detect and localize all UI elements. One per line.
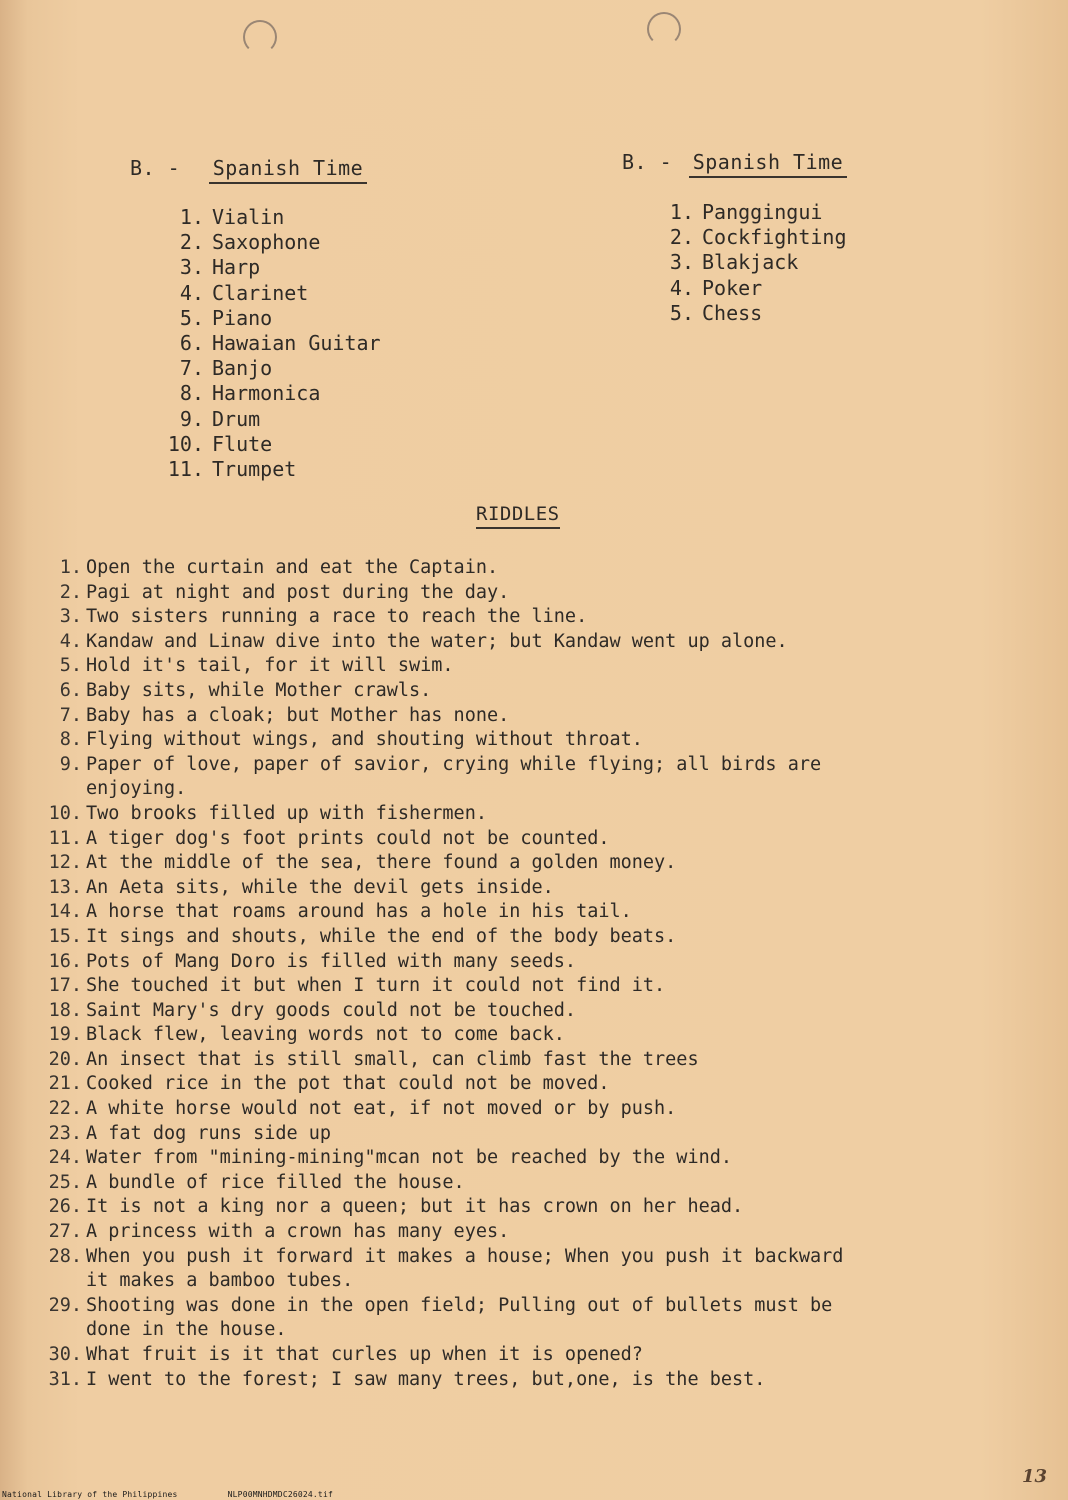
riddle-item: 23. A fat dog runs side up [48, 1122, 332, 1144]
right-heading-prefix: B. - [622, 150, 673, 174]
list-item: 4. Poker [669, 275, 763, 300]
riddle-item: 8. Flying without wings, and shouting without throat. [59, 729, 643, 751]
left-section-heading [130, 156, 367, 180]
riddle-item: 6. Baby sits, while Mother crawls. [59, 679, 432, 701]
list-item: 9. Drum [179, 406, 261, 431]
list-item: 1. Panggingui [669, 200, 823, 224]
punch-hole-right [647, 12, 681, 46]
riddle-item: 3. Two sisters running a race to reach the line. [59, 606, 588, 628]
riddle-continuation: done in the house. [86, 1319, 287, 1341]
riddles-title: RIDDLES [476, 503, 560, 529]
riddle-item: 4. Kandaw and Linaw dive into the water; but Kandaw went up alone. [59, 630, 788, 652]
riddles-list [38, 556, 843, 1392]
list-item: 4. Clarinet [179, 280, 309, 305]
page-number: 13 [1022, 1466, 1048, 1487]
riddle-item: 7. Baby has a cloak; but Mother has none. [59, 704, 510, 726]
riddle-item: 18. Saint Mary's dry goods could not be touched. [48, 999, 577, 1021]
list-item: 5. Chess [669, 300, 763, 325]
punch-hole-left [243, 20, 277, 54]
riddle-item: 31. I went to the forest; I saw many trees, but,one, is the best. [48, 1368, 766, 1390]
riddle-item: 17. She touched it but when I turn it could not find it. [48, 975, 666, 997]
riddle-item: 16. Pots of Mang Doro is filled with many seeds. [48, 950, 577, 972]
footer-file: NLP00MNHDMDC26024.tif [227, 1490, 333, 1499]
riddle-item: 10. Two brooks filled up with fishermen. [48, 802, 487, 824]
list-item: 5. Piano [179, 305, 273, 330]
list-item: 6. Hawaian Guitar [179, 330, 381, 355]
list-item: 3. Harp [179, 255, 261, 280]
right-section-heading [622, 150, 847, 174]
riddle-item: 28. When you push it forward it makes a house; When you push it backward it makes a bamboo tubes. [38, 1245, 843, 1294]
riddle-item: 19. Black flew, leaving words not to come back. [48, 1024, 565, 1046]
scan-footer [2, 1490, 333, 1499]
riddle-item: 13. An Aeta sits, while the devil gets inside. [48, 876, 554, 898]
right-heading-title: Spanish Time [689, 150, 848, 178]
list-item: 2. Cockfighting [669, 225, 847, 250]
riddle-item: 29. Shooting was done in the open field; Pulling out of bullets must be done in the house. [38, 1294, 843, 1343]
riddle-item: 11. A tiger dog's foot prints could not be counted. [48, 827, 610, 849]
riddle-item: 9. Paper of love, paper of savior, crying while flying; all birds are enjoying. [38, 753, 843, 802]
footer-library: National Library of the Philippines [2, 1490, 178, 1499]
riddle-item: 20. An insect that is still small, can climb fast the trees [48, 1048, 699, 1070]
riddle-item: 21. Cooked rice in the pot that could not be moved. [48, 1073, 610, 1095]
list-item: 1. Vialin [179, 205, 285, 229]
riddle-item: 25. A bundle of rice filled the house. [48, 1171, 465, 1193]
riddle-item: 5. Hold it's tail, for it will swim. [59, 655, 454, 677]
games-list [664, 200, 847, 326]
list-item: 7. Banjo [179, 356, 273, 381]
riddle-item: 27. A princess with a crown has many eyes. [48, 1221, 510, 1243]
list-item: 3. Blakjack [669, 250, 799, 275]
list-item: 11. Trumpet [167, 456, 297, 481]
riddle-item: 1. Open the curtain and eat the Captain. [59, 557, 499, 578]
list-item: 2. Saxophone [179, 230, 321, 255]
left-heading-prefix: B. - [130, 156, 181, 180]
instrument-list [160, 205, 381, 482]
riddle-item: 14. A horse that roams around has a hole in his tail. [48, 901, 632, 923]
riddle-item: 26. It is not a king nor a queen; but it has crown on her head. [48, 1196, 744, 1218]
left-heading-title: Spanish Time [209, 156, 368, 184]
list-item: 8. Harmonica [179, 381, 321, 406]
riddle-item: 2. Pagi at night and post during the day. [59, 581, 510, 603]
riddle-item: 22. A white horse would not eat, if not moved or by push. [48, 1098, 677, 1120]
riddle-continuation: enjoying. [86, 778, 187, 800]
list-item: 10. Flute [167, 431, 273, 456]
riddle-continuation: it makes a bamboo tubes. [86, 1270, 354, 1292]
riddle-item: 30. What fruit is it that curles up when it is opened? [48, 1344, 643, 1365]
riddle-item: 24. Water from "mining-mining"mcan not be reached by the wind. [48, 1147, 733, 1169]
riddle-item: 15. It sings and shouts, while the end of the body beats. [48, 925, 677, 947]
riddle-item: 12. At the middle of the sea, there found a golden money. [48, 852, 677, 874]
